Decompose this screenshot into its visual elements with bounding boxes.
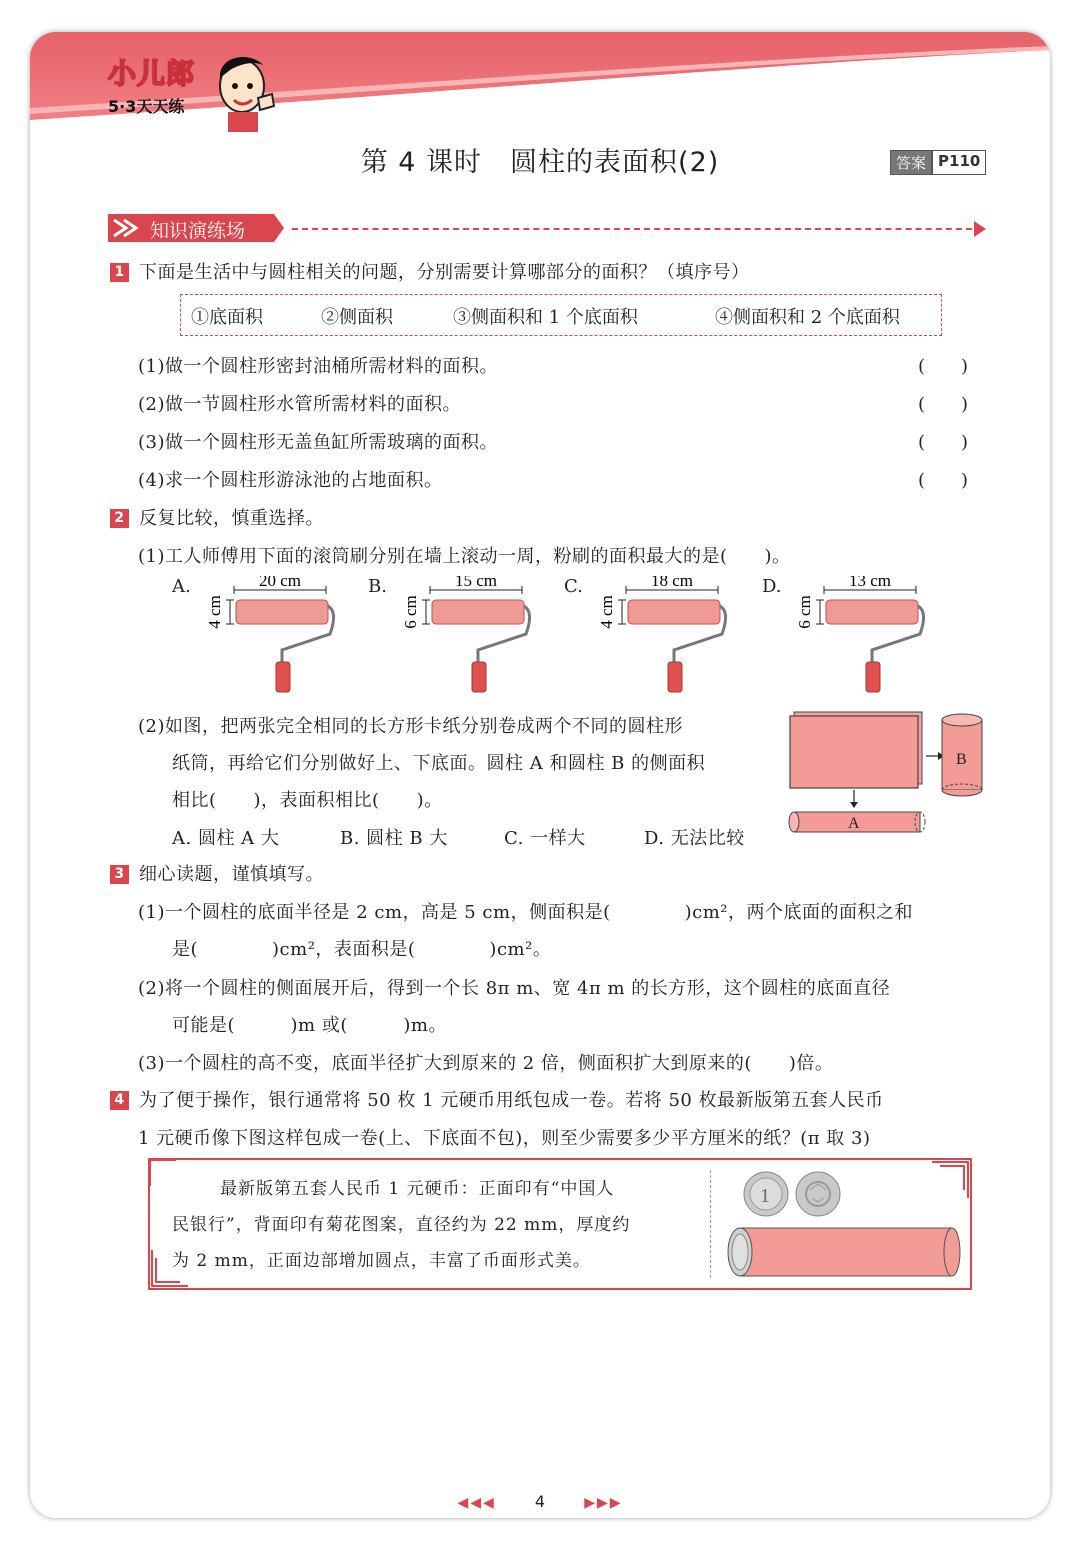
roller-option-label: B. (368, 576, 387, 597)
q1-answer-blank-3[interactable]: ( ) (918, 432, 969, 453)
q1-item-1: (1)做一个圆柱形密封油桶所需材料的面积。 (138, 356, 498, 377)
coin-face-value: 1 (760, 1185, 770, 1207)
roller-width-label: 18 cm (650, 576, 694, 590)
paint-roller-icon (200, 576, 350, 696)
q1-answer-blank-4[interactable]: ( ) (918, 470, 969, 491)
q1-prompt-text: 下面是生活中与圆柱相关的问题，分别需要计算哪部分的面积？（填序号） (139, 262, 750, 283)
paint-roller-icon (592, 576, 742, 696)
roller-height-label: 4 cm (597, 595, 616, 629)
coin-info-line-2: 民银行”，背面印有菊花图案，直径约为 22 mm，厚度约 (172, 1215, 631, 1235)
corner-ornament-icon (932, 1158, 972, 1198)
q3-line-4: 可能是( )m 或( )m。 (172, 1015, 447, 1036)
section-label: 知识演练场 (150, 220, 246, 242)
q1-option-4: ④侧面积和 2 个底面积 (715, 307, 900, 328)
answer-reference[interactable] (890, 150, 986, 175)
q1-prompt (110, 258, 750, 284)
q1-option-2: ②侧面积 (321, 307, 393, 328)
roller-option-1[interactable] (172, 576, 342, 696)
roller-option-3[interactable] (564, 576, 734, 696)
info-divider (710, 1170, 711, 1278)
worksheet-page (30, 32, 1050, 1518)
roller-option-label: D. (762, 576, 782, 597)
paint-roller-icon (790, 576, 940, 696)
roller-option-4[interactable] (762, 576, 932, 696)
cylinder-b-label: B (956, 751, 967, 768)
section-divider (292, 228, 982, 230)
q2-sub1: (1)工人师傅用下面的滚筒刷分别在墙上滚动一周，粉刷的面积最大的是( )。 (138, 546, 791, 567)
q3-line-2: 是( )cm²，表面积是( )cm²。 (172, 939, 552, 960)
page-footer (30, 1492, 1050, 1511)
q3-line-3: (2)将一个圆柱的侧面展开后，得到一个长 8π m、宽 4π m 的长方形，这个圆柱的底面直径 (138, 978, 891, 999)
q3-prompt-text: 细心读题，谨慎填写。 (139, 864, 324, 885)
q2-sub2-line-2: 纸筒，再给它们分别做好上、下底面。圆柱 A 和圆柱 B 的侧面积 (172, 753, 706, 774)
logo-sub-text: 5·3天天练 (108, 97, 185, 116)
q3-number: 3 (110, 865, 129, 884)
q3-line-1: (1)一个圆柱的底面半径是 2 cm，高是 5 cm，侧面积是( )cm²，两个底面的面积之和 (138, 902, 913, 923)
page-number: 4 (534, 1492, 546, 1511)
q2-sub2-line-3: 相比( )，表面积相比( )。 (172, 790, 443, 811)
cylinder-a-label: A (848, 815, 860, 832)
q4-prompt-line-2: 1 元硬币像下图这样包成一卷(上、下底面不包)，则至少需要多少平方厘米的纸？(π 取 3) (138, 1128, 871, 1149)
q2-prompt (110, 504, 324, 530)
roller-height-label: 6 cm (401, 595, 420, 629)
coin-roll-image (726, 1170, 962, 1280)
roller-option-label: C. (564, 576, 583, 597)
corner-ornament-icon (148, 1158, 178, 1188)
brand-logo (108, 52, 218, 117)
q4-prompt-line-1 (110, 1086, 884, 1112)
roller-height-label: 4 cm (205, 595, 224, 629)
coin-info-line-1: 最新版第五套人民币 1 元硬币：正面印有“中国人 (220, 1179, 615, 1199)
q3-prompt (110, 860, 324, 886)
q1-option-3: ③侧面积和 1 个底面积 (453, 307, 638, 328)
q1-number: 1 (110, 263, 129, 282)
corner-ornament-icon (148, 1250, 188, 1290)
q2-choice-a: A. 圆柱 A 大 (172, 828, 280, 849)
q4-prompt-text: 为了便于操作，银行通常将 50 枚 1 元硬币用纸包成一卷。若将 50 枚最新版第五套人民币 (139, 1090, 884, 1111)
logo-main-text: 小儿郎 (108, 57, 196, 90)
answer-label: 答案 (890, 150, 932, 175)
answer-page: P110 (932, 150, 986, 175)
q2-choice-d: D. 无法比较 (644, 828, 745, 849)
q1-option-1: ①底面积 (191, 307, 263, 328)
roller-option-2[interactable] (368, 576, 538, 696)
paint-roller-icon (396, 576, 546, 696)
lesson-title: 第 4 课时 圆柱的表面积(2) (360, 147, 720, 178)
q1-item-4: (4)求一个圆柱形游泳池的占地面积。 (138, 470, 443, 491)
q3-line-5: (3)一个圆柱的高不变，底面半径扩大到原来的 2 倍，侧面积扩大到原来的( )倍。 (138, 1053, 834, 1074)
q4-number: 4 (110, 1091, 129, 1110)
q1-answer-blank-1[interactable]: ( ) (918, 356, 969, 377)
mascot-icon (210, 48, 280, 134)
roller-width-label: 13 cm (848, 576, 892, 590)
divider-arrow-icon (974, 221, 986, 237)
q2-choice-b: B. 圆柱 B 大 (340, 828, 448, 849)
q2-sub2-line-1: (2)如图，把两张完全相同的长方形卡纸分别卷成两个不同的圆柱形 (138, 716, 683, 737)
roller-width-label: 20 cm (258, 576, 302, 590)
q1-options-box (180, 294, 942, 336)
prev-arrows-icon[interactable]: ◀◀◀ (457, 1495, 496, 1511)
q1-answer-blank-2[interactable]: ( ) (918, 394, 969, 415)
cylinder-diagram (786, 708, 992, 840)
next-arrows-icon[interactable]: ▶▶▶ (584, 1495, 623, 1511)
roller-option-label: A. (172, 576, 191, 597)
q1-item-3: (3)做一个圆柱形无盖鱼缸所需玻璃的面积。 (138, 432, 498, 453)
q2-prompt-text: 反复比较，慎重选择。 (139, 508, 324, 529)
q2-choice-c: C. 一样大 (504, 828, 586, 849)
roller-width-label: 15 cm (454, 576, 498, 590)
q2-number: 2 (110, 509, 129, 528)
coin-info-box (148, 1158, 972, 1290)
q1-item-2: (2)做一节圆柱形水管所需材料的面积。 (138, 394, 461, 415)
roller-height-label: 6 cm (795, 595, 814, 629)
coin-info-line-3: 为 2 mm，正面边部增加圆点，丰富了币面形式美。 (172, 1251, 591, 1271)
